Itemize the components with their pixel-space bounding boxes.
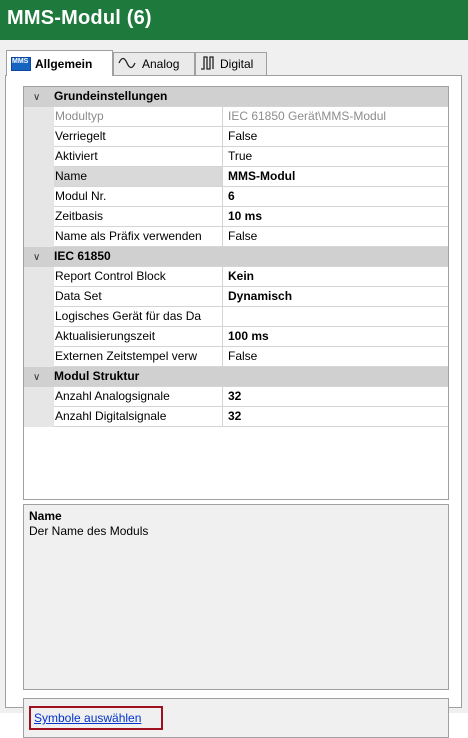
property-value[interactable]: False bbox=[228, 129, 258, 143]
property-row-report-control-block[interactable] bbox=[24, 267, 448, 287]
property-value[interactable]: 32 bbox=[228, 389, 242, 403]
property-key: Anzahl Analogsignale bbox=[54, 387, 223, 406]
property-key: Name als Präfix verwenden bbox=[54, 227, 223, 246]
property-key: Zeitbasis bbox=[54, 207, 223, 226]
category-label: IEC 61850 bbox=[54, 249, 111, 263]
property-value[interactable]: False bbox=[228, 229, 258, 243]
property-key: Aktiviert bbox=[54, 147, 223, 166]
property-value[interactable]: False bbox=[228, 349, 258, 363]
property-row-logisches-geraet[interactable] bbox=[24, 307, 448, 327]
property-row-anzahl-analogsignale[interactable] bbox=[24, 387, 448, 407]
tab-label: Digital bbox=[220, 57, 254, 71]
tab-digital[interactable] bbox=[195, 52, 267, 75]
chevron-down-icon[interactable]: ∨ bbox=[33, 372, 41, 383]
property-key: Externen Zeitstempel verw bbox=[54, 347, 223, 366]
property-key: Modul Nr. bbox=[54, 187, 223, 206]
property-row-externen-zeitstempel[interactable] bbox=[24, 347, 448, 367]
property-row-data-set[interactable] bbox=[24, 287, 448, 307]
link-highlight-frame bbox=[29, 706, 163, 730]
property-value[interactable]: 6 bbox=[228, 189, 235, 203]
property-row-zeitbasis[interactable] bbox=[24, 207, 448, 227]
tab-panel-allgemein bbox=[5, 75, 462, 725]
property-row-anzahl-digitalsignale[interactable] bbox=[24, 407, 448, 427]
property-value[interactable]: Kein bbox=[228, 269, 255, 283]
help-title: Name bbox=[29, 509, 62, 523]
property-key: Anzahl Digitalsignale bbox=[54, 407, 223, 426]
tab-allgemein[interactable] bbox=[6, 50, 113, 76]
property-key: Aktualisierungszeit bbox=[54, 327, 223, 346]
property-key: Verriegelt bbox=[54, 127, 223, 146]
property-value[interactable] bbox=[224, 307, 448, 326]
property-key: Logisches Gerät für das Da bbox=[54, 307, 223, 326]
chevron-down-icon[interactable]: ∨ bbox=[33, 252, 41, 263]
property-value[interactable]: MMS-Modul bbox=[228, 169, 296, 183]
property-key: Name bbox=[54, 167, 223, 186]
property-value: IEC 61850 Gerät\MMS-Modul bbox=[228, 109, 387, 123]
help-panel bbox=[23, 504, 449, 690]
category-grundeinstellungen[interactable] bbox=[24, 87, 448, 107]
property-row-name[interactable] bbox=[24, 167, 448, 187]
category-label: Grundeinstellungen bbox=[54, 89, 168, 103]
property-value[interactable]: True bbox=[228, 149, 253, 163]
property-grid bbox=[23, 86, 449, 500]
property-key: Data Set bbox=[54, 287, 223, 306]
property-value[interactable]: 100 ms bbox=[228, 329, 269, 343]
mms-icon: MMS bbox=[11, 57, 31, 71]
property-row-modul-nr[interactable] bbox=[24, 187, 448, 207]
title-bar bbox=[0, 0, 468, 40]
category-iec-61850[interactable] bbox=[24, 247, 448, 267]
property-value[interactable]: 32 bbox=[228, 409, 242, 423]
property-row-modultyp[interactable] bbox=[24, 107, 448, 127]
symbole-auswaehlen-link[interactable]: Symbole auswählen bbox=[34, 711, 142, 725]
pulse-icon bbox=[200, 56, 216, 73]
tab-label: Allgemein bbox=[35, 56, 93, 71]
property-row-name-praefix[interactable] bbox=[24, 227, 448, 247]
property-value[interactable]: Dynamisch bbox=[228, 289, 293, 303]
tab-analog[interactable] bbox=[113, 52, 195, 75]
properties-panel bbox=[0, 40, 468, 725]
category-modul-struktur[interactable] bbox=[24, 367, 448, 387]
property-row-verriegelt[interactable] bbox=[24, 127, 448, 147]
property-row-aktualisierungszeit[interactable] bbox=[24, 327, 448, 347]
command-panel bbox=[23, 698, 449, 738]
category-label: Modul Struktur bbox=[54, 369, 140, 383]
help-description: Der Name des Moduls bbox=[29, 524, 149, 538]
window-title: MMS-Modul (6) bbox=[7, 7, 152, 29]
chevron-down-icon[interactable]: ∨ bbox=[33, 92, 41, 103]
property-value[interactable]: 10 ms bbox=[228, 209, 263, 223]
property-key: Report Control Block bbox=[54, 267, 223, 286]
property-row-aktiviert[interactable] bbox=[24, 147, 448, 167]
sine-wave-icon bbox=[118, 56, 138, 73]
property-key: Modultyp bbox=[54, 107, 223, 126]
tab-label: Analog bbox=[142, 57, 180, 71]
